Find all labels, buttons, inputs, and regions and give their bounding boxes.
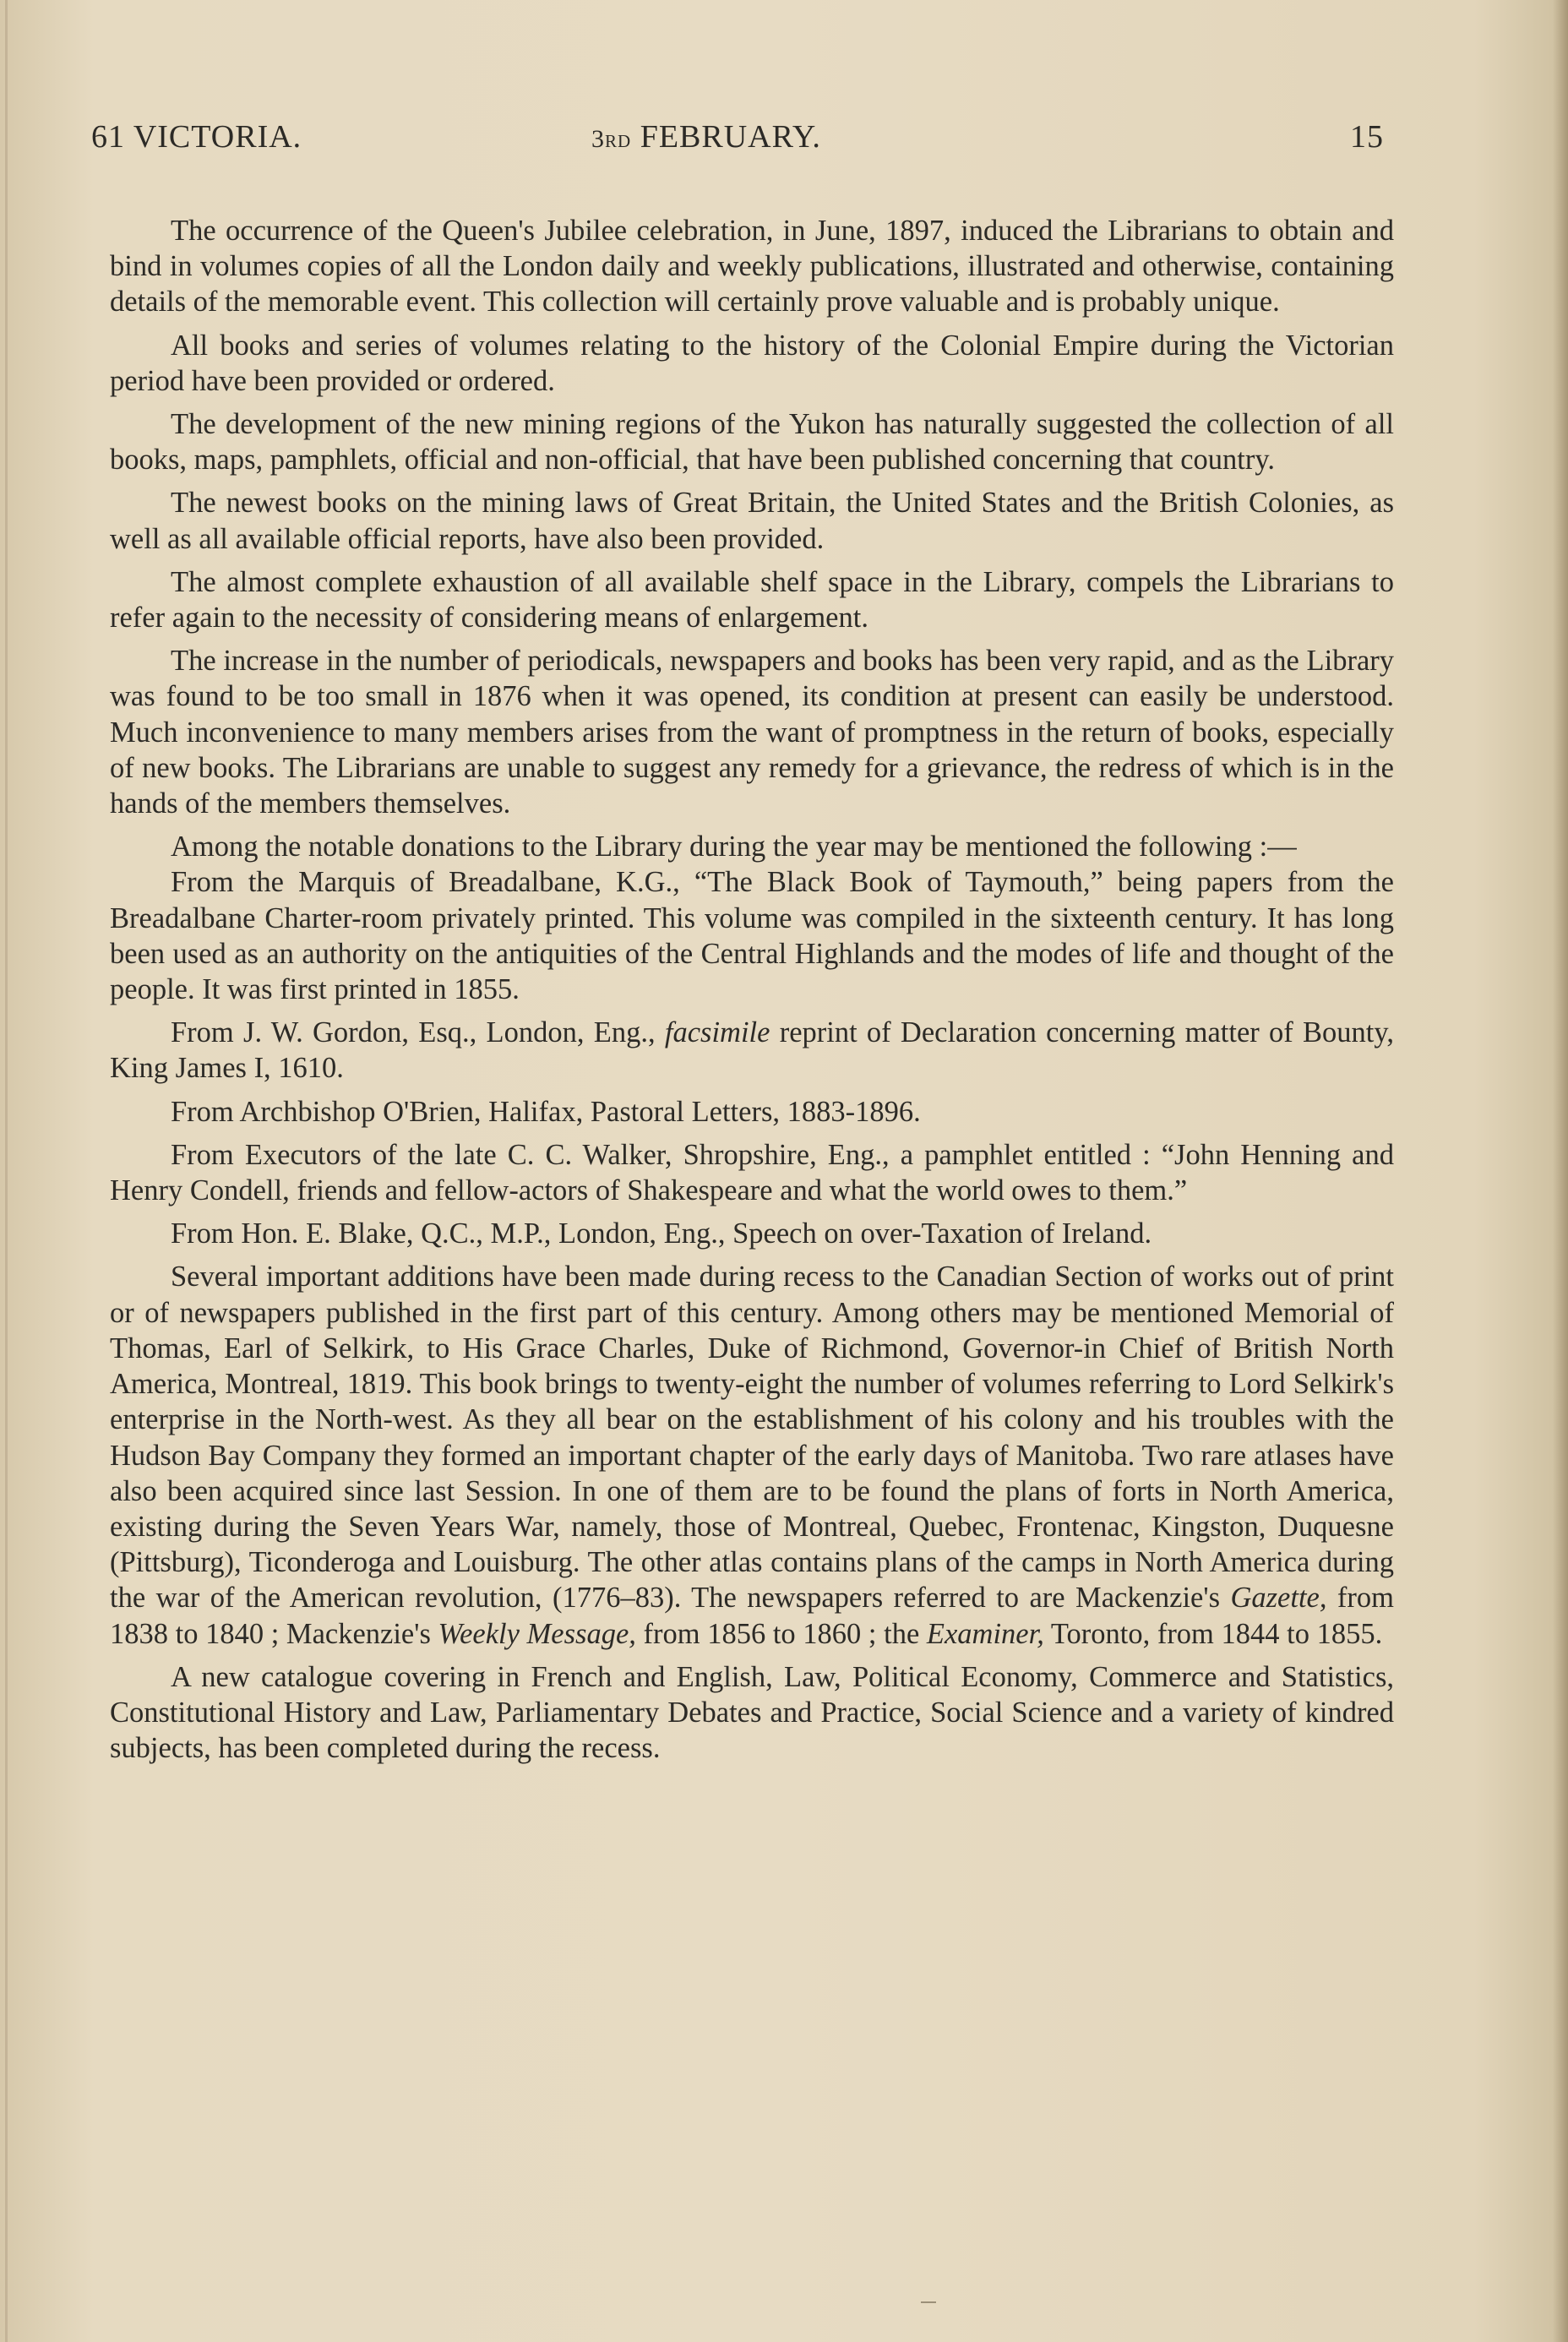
report-body [110,213,1394,1773]
donation-gordon-after: reprint of Declaration concerning matter of Bounty, King James I, 1610. [110,1016,1395,1085]
donation-breadalbane: From the Marquis of Breadalbane, K.G., “The Black Book of Taymouth,” being papers from the Breadalbane Charter-room privately printed. This volume was compiled in the sixteenth century. It has long been used as an authority on the antiquities of the Central Highlands and the modes of life and thought of the people. It was first printed in 1855. [110,866,1394,1006]
canadian-section-part2: from 1838 to 1840 ; Mackenzie's [110,1582,1394,1650]
regnal-year: 61 VICTORIA. [91,119,302,155]
examiner-title: Examiner, [926,1617,1044,1650]
page-spine-shadow [5,0,8,2342]
paragraph-shelf-space: The almost complete exhaustion of all available shelf space in the Library, compels the Librarians to refer again to the necessity of considering means of enlargement. [110,565,1394,635]
date-month: FEBRUARY. [631,119,821,155]
paragraph-mining-laws: The newest books on the mining laws of Great Britain, the United States and the British Colonies, as well as all available official reports, have also been provided. [110,487,1394,555]
paragraph-yukon: The development of the new mining regions of the Yukon has naturally suggested the collection of all books, maps, pamphlets, official and non-official, that have been published concerning that country. [110,408,1394,477]
donation-blake: From Hon. E. Blake, Q.C., M.P., London, Eng., Speech on over-Taxation of Ireland. [171,1217,1152,1250]
page-edge-shadow [1553,0,1568,2342]
paragraph-canadian-section [110,1259,1394,1651]
donation-walker: From Executors of the late C. C. Walker, Shropshire, Eng., a pamphlet entitled : “John Henning and Henry Condell, friends and fellow-actors of Shakespeare and what the world owes to them.” [110,1138,1394,1207]
canadian-section-part3: from 1856 to 1860 ; the [635,1617,927,1650]
donation-obrien: From Archbishop O'Brien, Halifax, Pastoral Letters, 1883-1896. [171,1095,921,1128]
paragraph-jubilee: The occurrence of the Queen's Jubilee celebration, in June, 1897, induced the Librarians to obtain and bind in volumes copies of all the London daily and weekly publications, illustrated and otherwise, containing details of the memorable event. This collection will certainly prove valuable and is probably unique. [110,215,1394,319]
canadian-section-part4: Toronto, from 1844 to 1855. [1043,1617,1383,1650]
header-date [591,118,821,155]
donation-gordon-italic: facsimile [664,1016,770,1049]
paragraph-periodicals: The increase in the number of periodicals, newspapers and books has been very rapid, and as the Library was found to be too small in 1876 when it was opened, its condition at present can easily be understood. Much inconvenience to many members arises from the want of promptness in the return of books, especially of new books. The Librarians are unable to suggest any remedy for a grievance, the redress of which is in the hands of the members themselves. [110,645,1394,820]
footer-mark [921,2301,936,2303]
canadian-section-part1: Several important additions have been made during recess to the Canadian Section of works out of print or of newspapers published in the first part of this century. Among others may be mentioned Memorial of Thomas, Earl of Selkirk, to His Grace Charles, Duke of Richmond, Governor-in Chief of British North America, Montreal, 1819. This book brings to twenty-eight the number of volumes referring to Lord Selkirk's enterprise in the North-west. As they all bear on the establishment of his colony and his troubles with the Hudson Bay Company they formed an important chapter of the early days of Manitoba. Two rare atlases have also been acquired since last Session. In one of them are to be found the plans of forts in North America, existing during the Seven Years War, namely, those of Montreal, Quebec, Frontenac, Kingston, Duquesne (Pittsburg), Ticonderoga and Louisburg. The other atlas contains plans of the camps in North America during the war of the American revolution, (1776–83). The newspapers referred to are Mackenzie's [110,1261,1394,1615]
date-ordinal: 3rd [591,125,632,153]
donation-gordon-before: From J. W. Gordon, Esq., London, Eng., [171,1016,665,1049]
paragraph-donations-intro: Among the notable donations to the Library during the year may be mentioned the following :— [171,831,1297,863]
paragraph-catalogue: A new catalogue covering in French and English, Law, Political Economy, Commerce and Statistics, Constitutional History and Law, Parliamentary Debates and Practice, Social Science and a variety of kindred subjects, has been completed during the recess. [110,1660,1394,1765]
page-number: 15 [1350,119,1384,155]
running-header [91,118,1384,169]
paragraph-colonial-empire: All books and series of volumes relating to the history of the Colonial Empire during the Victorian period have been provided or ordered. [110,329,1394,397]
weekly-message-title: Weekly Message, [438,1617,636,1650]
donation-gordon [110,1015,1394,1086]
gazette-title: Gazette, [1230,1582,1327,1615]
